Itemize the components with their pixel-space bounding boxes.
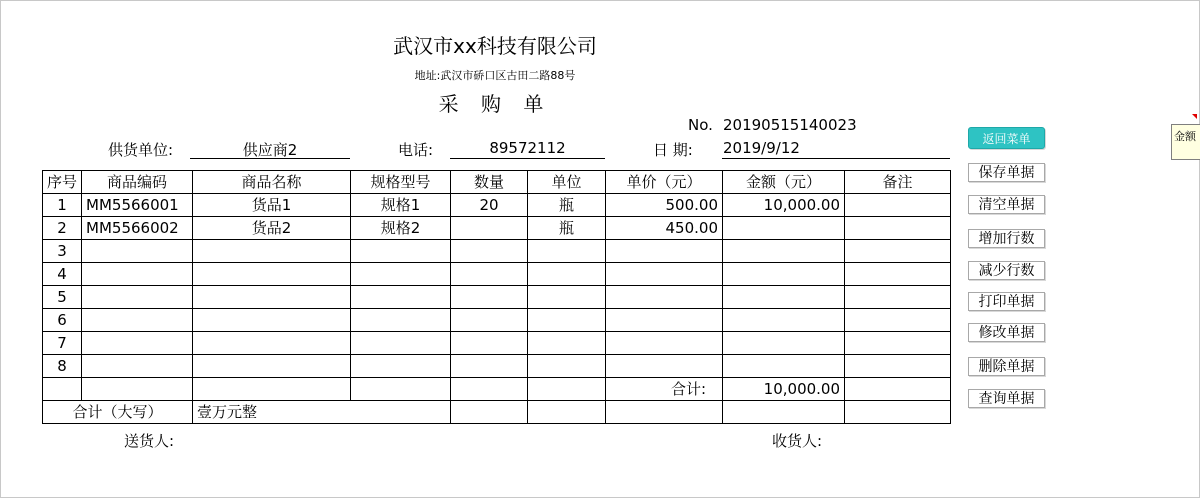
supplier-value[interactable]: 供应商2: [242, 141, 298, 159]
table-cell[interactable]: [723, 309, 845, 332]
table-cell[interactable]: [351, 286, 451, 309]
header-cell: 备注: [845, 171, 951, 194]
table-cell[interactable]: 500.00: [606, 194, 723, 217]
table-row: [43, 309, 951, 332]
table-cell[interactable]: [528, 332, 606, 355]
header-cell: 商品名称: [193, 171, 351, 194]
table-cell[interactable]: [845, 401, 951, 424]
table-cell[interactable]: [528, 263, 606, 286]
table-cell[interactable]: 货品2: [193, 217, 351, 240]
table-cell[interactable]: 规格1: [351, 194, 451, 217]
table-cell[interactable]: [606, 309, 723, 332]
table-cell[interactable]: [606, 332, 723, 355]
table-cell[interactable]: [845, 194, 951, 217]
date-value[interactable]: 2019/9/12: [723, 139, 800, 157]
table-cell[interactable]: 4: [43, 263, 82, 286]
table-cell[interactable]: 8: [43, 355, 82, 378]
phone-label: 电话:: [398, 141, 434, 159]
table-cell[interactable]: [451, 332, 528, 355]
order-number-value[interactable]: 20190515140023: [723, 116, 857, 134]
table-cell[interactable]: 7: [43, 332, 82, 355]
table-row: [43, 332, 951, 355]
table-cell[interactable]: 1: [43, 194, 82, 217]
table-cell[interactable]: 5: [43, 286, 82, 309]
table-cell[interactable]: [451, 309, 528, 332]
table-row: [43, 240, 951, 263]
date-underline: [722, 158, 950, 159]
uppercase-total-value[interactable]: 壹万元整: [193, 401, 451, 424]
table-cell[interactable]: [606, 240, 723, 263]
table-body: [43, 171, 951, 424]
table-cell[interactable]: [82, 309, 193, 332]
table-cell[interactable]: [451, 355, 528, 378]
total-row: [43, 378, 951, 401]
comment-indicator-icon[interactable]: [1192, 114, 1197, 119]
table-cell[interactable]: [193, 240, 351, 263]
table-cell[interactable]: 货品1: [193, 194, 351, 217]
table-cell[interactable]: [528, 286, 606, 309]
table-cell[interactable]: 450.00: [606, 217, 723, 240]
save-document-button[interactable]: 保存单据: [968, 163, 1045, 182]
clear-document-button[interactable]: 清空单据: [968, 195, 1045, 214]
table-cell[interactable]: [723, 401, 845, 424]
table-cell[interactable]: [451, 240, 528, 263]
table-row: [43, 263, 951, 286]
table-cell[interactable]: MM5566002: [82, 217, 193, 240]
table-cell[interactable]: [351, 240, 451, 263]
supplier-label: 供货单位:: [108, 141, 174, 159]
table-cell[interactable]: [723, 355, 845, 378]
table-cell[interactable]: [193, 378, 351, 401]
receiver-label: 收货人:: [772, 432, 823, 450]
table-cell[interactable]: [723, 332, 845, 355]
table-cell[interactable]: [845, 332, 951, 355]
purchase-table: [42, 170, 951, 424]
header-cell: 序号: [43, 171, 82, 194]
uppercase-total-row: [43, 401, 951, 424]
header-cell: 商品编码: [82, 171, 193, 194]
table-cell[interactable]: [351, 309, 451, 332]
table-cell[interactable]: [606, 286, 723, 309]
print-document-button[interactable]: 打印单据: [968, 292, 1045, 311]
table-cell[interactable]: [82, 332, 193, 355]
table-cell[interactable]: [82, 286, 193, 309]
table-cell[interactable]: [845, 309, 951, 332]
table-cell[interactable]: [451, 378, 528, 401]
total-value[interactable]: 10,000.00: [723, 378, 845, 401]
table-cell[interactable]: [82, 240, 193, 263]
table-cell[interactable]: [845, 378, 951, 401]
table-cell[interactable]: [606, 401, 723, 424]
table-row: [43, 194, 951, 217]
table-cell[interactable]: [193, 309, 351, 332]
back-to-menu-button[interactable]: 返回菜单: [968, 127, 1045, 149]
company-address: 地址:武汉市硚口区古田二路88号: [414, 69, 576, 82]
table-cell[interactable]: [193, 355, 351, 378]
table-cell[interactable]: 6: [43, 309, 82, 332]
table-cell[interactable]: [82, 263, 193, 286]
table-cell[interactable]: [43, 378, 82, 401]
phone-underline: [450, 158, 605, 159]
table-cell[interactable]: [193, 332, 351, 355]
table-cell[interactable]: [351, 332, 451, 355]
table-cell[interactable]: [528, 309, 606, 332]
header-cell: 单价（元）: [606, 171, 723, 194]
delete-document-button[interactable]: 删除单据: [968, 357, 1045, 376]
query-document-button[interactable]: 查询单据: [968, 389, 1045, 408]
table-cell[interactable]: [351, 355, 451, 378]
table-cell[interactable]: [82, 378, 193, 401]
table-cell[interactable]: [845, 263, 951, 286]
cell-comment: 金额: [1171, 124, 1200, 160]
table-cell[interactable]: [451, 217, 528, 240]
deliverer-label: 送货人:: [124, 432, 175, 450]
edit-document-button[interactable]: 修改单据: [968, 323, 1045, 342]
phone-value[interactable]: 89572112: [489, 139, 566, 157]
company-name: 武汉市xx科技有限公司: [393, 34, 597, 58]
table-cell[interactable]: [351, 378, 451, 401]
table-cell[interactable]: [723, 217, 845, 240]
table-cell[interactable]: [193, 286, 351, 309]
table-cell[interactable]: [451, 263, 528, 286]
table-cell[interactable]: [451, 286, 528, 309]
table-cell[interactable]: [528, 240, 606, 263]
table-cell[interactable]: [528, 401, 606, 424]
table-cell[interactable]: [845, 240, 951, 263]
header-cell: 数量: [451, 171, 528, 194]
table-cell[interactable]: 10,000.00: [723, 194, 845, 217]
table-row: [43, 217, 951, 240]
table-cell[interactable]: [606, 355, 723, 378]
table-cell[interactable]: 规格2: [351, 217, 451, 240]
table-cell[interactable]: [723, 263, 845, 286]
table-cell[interactable]: [845, 286, 951, 309]
table-cell[interactable]: MM5566001: [82, 194, 193, 217]
header-cell: 单位: [528, 171, 606, 194]
document-title: 采 购 单: [438, 92, 552, 116]
table-cell[interactable]: [723, 286, 845, 309]
table-row: [43, 286, 951, 309]
table-cell[interactable]: 20: [451, 194, 528, 217]
order-number-label: No.: [688, 116, 713, 134]
date-label: 日 期:: [653, 141, 693, 159]
uppercase-total-label: 合计（大写）: [43, 401, 193, 424]
table-cell[interactable]: 瓶: [528, 217, 606, 240]
supplier-underline: [190, 158, 350, 159]
table-cell[interactable]: [82, 355, 193, 378]
table-cell[interactable]: [528, 355, 606, 378]
table-cell[interactable]: [193, 263, 351, 286]
table-cell[interactable]: 2: [43, 217, 82, 240]
header-cell: 金额（元）: [723, 171, 845, 194]
table-cell[interactable]: 3: [43, 240, 82, 263]
table-cell[interactable]: [845, 217, 951, 240]
table-cell[interactable]: [528, 378, 606, 401]
table-header-row: [43, 171, 951, 194]
header-cell: 规格型号: [351, 171, 451, 194]
add-rows-button[interactable]: 增加行数: [968, 229, 1045, 248]
total-label: 合计:: [606, 378, 723, 401]
table-cell[interactable]: [606, 263, 723, 286]
table-cell[interactable]: [845, 355, 951, 378]
table-cell[interactable]: [351, 263, 451, 286]
remove-rows-button[interactable]: 减少行数: [968, 261, 1045, 280]
table-row: [43, 355, 951, 378]
table-cell[interactable]: [451, 401, 528, 424]
table-cell[interactable]: 瓶: [528, 194, 606, 217]
table-cell[interactable]: [723, 240, 845, 263]
